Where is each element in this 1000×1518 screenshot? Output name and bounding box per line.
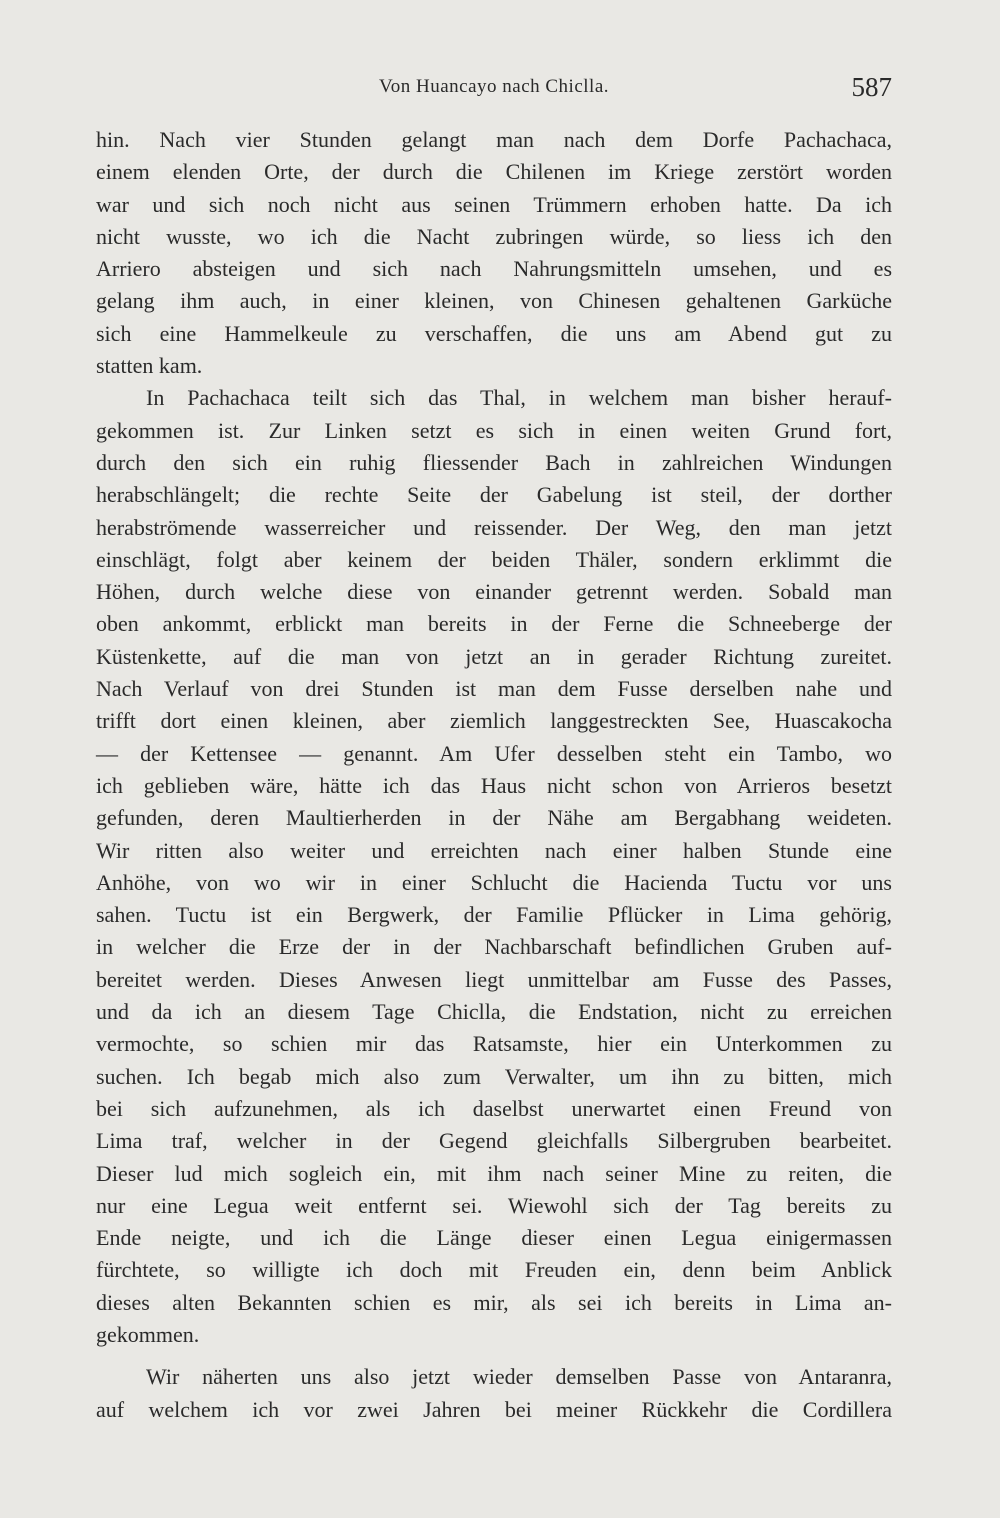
text-line: Anhöhe, von wo wir in einer Schlucht die Hacienda Tuctu vor uns xyxy=(96,869,892,895)
text-line: sahen. Tuctu ist ein Bergwerk, der Familie Pflücker in Lima gehörig, xyxy=(96,902,892,928)
text-line: Wir ritten also weiter und erreichten nach einer halben Stunde eine xyxy=(96,837,892,863)
text-line: fürchtete, so willigte ich doch mit Freuden ein, denn beim Anblick xyxy=(96,1257,892,1283)
text-line: dieses alten Bekannten schien es mir, als sei ich bereits in Lima an- xyxy=(96,1289,892,1315)
text-line: trifft dort einen kleinen, aber ziemlich langgestreckten See, Huascakocha xyxy=(96,708,892,734)
text-line: einem elenden Orte, der durch die Chilenen im Kriege zerstört worden xyxy=(96,159,892,185)
text-line: und da ich an diesem Tage Chiclla, die Endstation, nicht zu erreichen xyxy=(96,999,892,1025)
text-line: vermochte, so schien mir das Ratsamste, hier ein Unterkommen zu xyxy=(96,1031,892,1057)
text-line: einschlägt, folgt aber keinem der beiden Thäler, sondern erklimmt die xyxy=(96,546,892,572)
text-line: gekommen. xyxy=(96,1321,200,1347)
text-line: Lima traf, welcher in der Gegend gleichfalls Silbergruben bearbeitet. xyxy=(96,1128,892,1154)
text-line: herabströmende wasserreicher und reissender. Der Weg, den man jetzt xyxy=(96,514,892,540)
text-line: herabschlängelt; die rechte Seite der Gabelung ist steil, der dorther xyxy=(96,482,892,508)
text-line: Dieser lud mich sogleich ein, mit ihm nach seiner Mine zu reiten, die xyxy=(96,1160,892,1186)
text-line: hin. Nach vier Stunden gelangt man nach dem Dorfe Pachachaca, xyxy=(96,127,892,152)
text-line: bei sich aufzunehmen, als ich daselbst unerwartet einen Freund von xyxy=(96,1095,892,1121)
text-line: Höhen, durch welche diese von einander getrennt werden. Sobald man xyxy=(96,579,892,605)
paragraph xyxy=(96,124,892,382)
text-line: bereitet werden. Dieses Anwesen liegt unmittelbar am Fusse des Passes, xyxy=(96,966,892,992)
text-line: Arriero absteigen und sich nach Nahrungsmitteln umsehen, und es xyxy=(96,256,892,282)
text-line: auf welchem ich vor zwei Jahren bei meiner Rückkehr die Cordillera xyxy=(96,1396,892,1422)
text-line: nur eine Legua weit entfernt sei. Wiewohl sich der Tag bereits zu xyxy=(96,1192,892,1218)
text-line: nicht wusste, wo ich die Nacht zubringen würde, so liess ich den xyxy=(96,223,892,249)
text-line: Küstenkette, auf die man von jetzt an in gerader Richtung zureitet. xyxy=(96,643,892,669)
text-line: In Pachachaca teilt sich das Thal, in welchem man bisher herauf- xyxy=(146,385,892,411)
text-line: war und sich noch nicht aus seinen Trümmern erhoben hatte. Da ich xyxy=(96,191,892,217)
text-line: durch den sich ein ruhig fliessender Bach in zahlreichen Windungen xyxy=(96,449,892,475)
running-head xyxy=(96,72,892,102)
text-line: Ende neigte, und ich die Länge dieser einen Legua einigermassen xyxy=(96,1225,892,1251)
page-number: 587 xyxy=(851,72,892,102)
text-line: sich eine Hammelkeule zu verschaffen, die uns am Abend gut zu xyxy=(96,320,892,346)
text-line: — der Kettensee — genannt. Am Ufer desselben steht ein Tambo, wo xyxy=(96,740,892,766)
text-line: gelang ihm auch, in einer kleinen, von Chinesen gehaltenen Garküche xyxy=(96,288,892,314)
body-text xyxy=(96,124,892,1426)
paragraph xyxy=(96,382,892,1351)
text-line: Nach Verlauf von drei Stunden ist man dem Fusse derselben nahe und xyxy=(96,676,892,702)
text-line: gekommen ist. Zur Linken setzt es sich in einen weiten Grund fort, xyxy=(96,417,892,443)
paragraph-gap xyxy=(96,1351,892,1361)
text-line: Wir näherten uns also jetzt wieder demselben Passe von Antaranra, xyxy=(146,1364,892,1390)
running-title: Von Huancayo nach Chiclla. xyxy=(378,76,610,97)
text-line: statten kam. xyxy=(96,353,203,379)
text-line: suchen. Ich begab mich also zum Verwalter, um ihn zu bitten, mich xyxy=(96,1063,892,1089)
text-line: oben ankommt, erblickt man bereits in der Ferne die Schneeberge der xyxy=(96,611,892,637)
text-line: in welcher die Erze der in der Nachbarschaft befindlichen Gruben auf- xyxy=(96,934,892,960)
paragraph xyxy=(96,1361,892,1426)
text-line: gefunden, deren Maultierherden in der Nähe am Bergabhang weideten. xyxy=(96,805,892,831)
text-line: ich geblieben wäre, hätte ich das Haus nicht schon von Arrieros besetzt xyxy=(96,772,892,798)
